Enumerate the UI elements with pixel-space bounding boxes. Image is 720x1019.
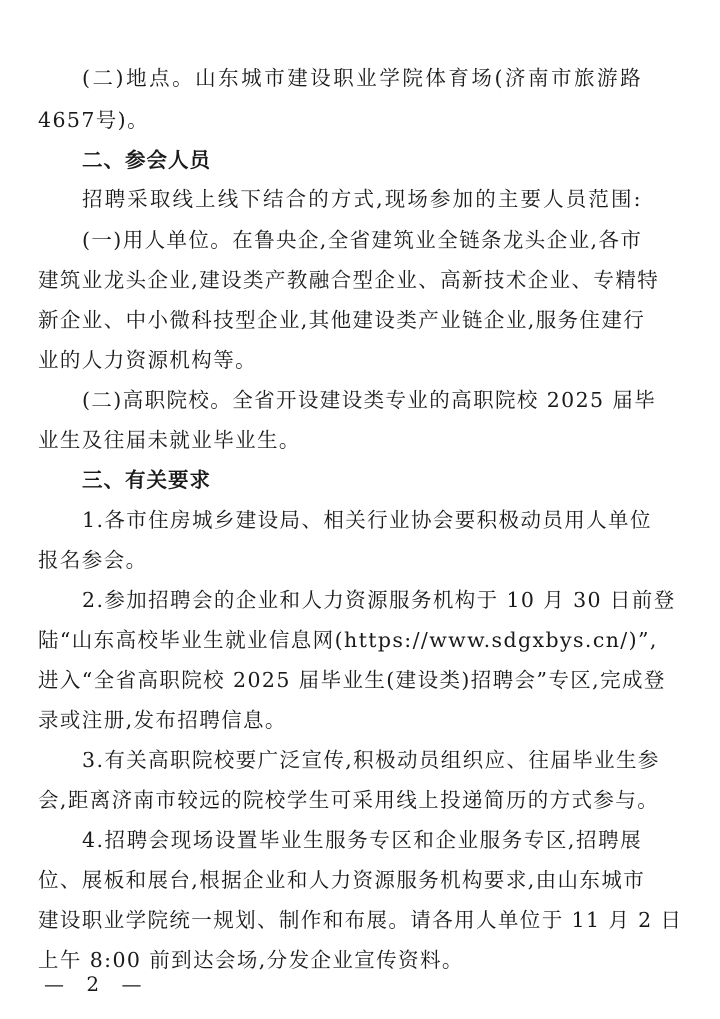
paragraph-line: 新企业、中小微科技型企业,其他建设类产业链企业,服务住建行 <box>38 308 646 332</box>
location-line-2: 4657号)。 <box>38 108 149 132</box>
paragraph-line: 建设职业学院统一规划、制作和布展。请各用人单位于 11 月 2 日 <box>38 908 683 932</box>
paragraph-line: 上午 8:00 前到达会场,分发企业宣传资料。 <box>38 948 464 972</box>
paragraph-line: 建筑业龙头企业,建设类产教融合型企业、高新技术企业、专精特 <box>38 268 660 292</box>
section-heading-participants: 二、参会人员 <box>82 148 211 172</box>
paragraph-line: 4.招聘会现场设置毕业生服务专区和企业服务专区,招聘展 <box>82 828 642 852</box>
paragraph-line: 位、展板和展台,根据企业和人力资源服务机构要求,由山东城市 <box>38 868 646 892</box>
paragraph-line: 3.有关高职院校要广泛宣传,积极动员组织应、往届毕业生参 <box>82 748 660 772</box>
paragraph-line: (一)用人单位。在鲁央企,全省建筑业全链条龙头企业,各市 <box>82 228 643 252</box>
paragraph-line: 1.各市住房城乡建设局、相关行业协会要积极动员用人单位 <box>82 508 652 532</box>
paragraph-line: 业生及往届未就业毕业生。 <box>38 428 301 452</box>
paragraph-line: 业的人力资源机构等。 <box>38 348 257 372</box>
paragraph-line: 2.参加招聘会的企业和人力资源服务机构于 10 月 30 日前登 <box>82 588 676 612</box>
location-line-1: (二)地点。山东城市建设职业学院体育场(济南市旅游路 <box>82 66 642 90</box>
paragraph-line: 陆“山东高校毕业生就业信息网(https://www.sdgxbys.cn/)”, <box>38 628 658 652</box>
paragraph-line: 会,距离济南市较远的院校学生可采用线上投递简历的方式参与。 <box>38 788 660 812</box>
paragraph-line: 进入“全省高职院校 2025 届毕业生(建设类)招聘会”专区,完成登 <box>38 668 666 692</box>
section-heading-requirements: 三、有关要求 <box>82 468 211 492</box>
paragraph-line: (二)高职院校。全省开设建设类专业的高职院校 2025 届毕 <box>82 388 657 412</box>
page-number: — 2 — <box>44 972 150 996</box>
paragraph-line: 录或注册,发布招聘信息。 <box>38 708 287 732</box>
paragraph-line: 招聘采取线上线下结合的方式,现场参加的主要人员范围: <box>82 187 642 211</box>
paragraph-line: 报名参会。 <box>38 548 148 572</box>
